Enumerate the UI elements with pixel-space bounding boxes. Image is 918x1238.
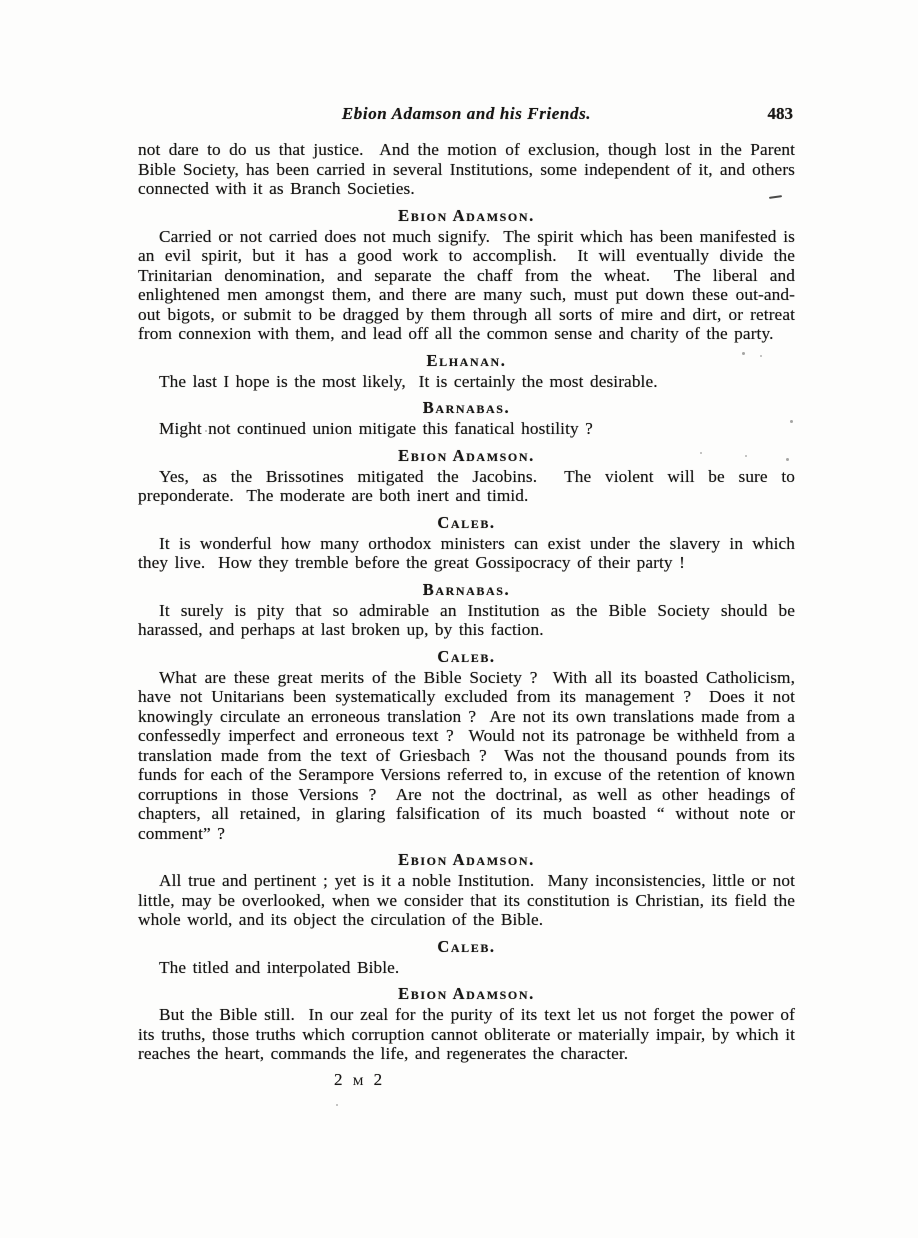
speaker-heading: Caleb. xyxy=(437,646,496,666)
speaker-heading: Elhanan. xyxy=(426,350,507,370)
dialogue-paragraph: The last I hope is the most likely, It is certainly the most desirable. xyxy=(159,371,658,391)
speaker-heading: Barnabas. xyxy=(422,398,511,417)
speaker-heading: Ebion Adamson. xyxy=(398,205,535,225)
text-column xyxy=(138,104,802,1090)
speaker-heading: Caleb. xyxy=(437,512,496,532)
dialogue-paragraph: Might not continued union mitigate this fanatical hostility ? xyxy=(159,419,593,438)
dialogue-section xyxy=(138,512,802,573)
speaker-heading: Ebion Adamson. xyxy=(398,850,535,869)
speaker-heading: Barnabas. xyxy=(422,579,511,599)
dialogue-section xyxy=(138,646,802,844)
signature-mark: 2 m 2 xyxy=(334,1069,386,1089)
dialogue-paragraph: It is wonderful how many orthodox ministers can exist under the slavery in which they live. How they tremble before the great Gossipocracy of their party ! xyxy=(138,533,802,572)
dialogue-section xyxy=(138,445,802,506)
dialogue-section xyxy=(138,398,795,439)
dialogue-section xyxy=(138,351,795,392)
dialogue-paragraph: What are these great merits of the Bible Society ? With all its boasted Catholicism, have not Unitarians been systematically excluded from its management ? Does it not knowingly circulate an erroneous translation ? Are not its own translations made from a confessedly imperfect and erroneous text ? Would not its patronage be withheld from a translation made from the text of Griesbach ? Was not the thousand pounds from its funds for each of the Serampore Versions referred to, in excuse of the retention of known corruptions in those Versions ? Are not the doctrinal, as well as other headings of chapters, all retained, in glaring falsification of its much boasted “ without note or comment” ? xyxy=(138,667,802,843)
dialogue-section xyxy=(138,579,802,640)
running-header xyxy=(138,104,795,128)
dialogue-paragraph: Yes, as the Brissotines mitigated the Jacobins. The violent will be sure to preponderate. The moderate are both inert and timid. xyxy=(138,466,802,505)
scan-artifact xyxy=(336,1104,338,1106)
dialogue-paragraph: The titled and interpolated Bible. xyxy=(159,957,400,977)
speaker-heading: Caleb. xyxy=(437,936,496,956)
dialogue-paragraph: But the Bible still. In our zeal for the purity of its text let us not forget the power of its truths, those truths which corruption cannot obliterate or materially impair, by which it reaches the heart, commands the life, and regenerates the character. xyxy=(138,1005,802,1063)
page-number: 483 xyxy=(767,104,793,123)
paragraph-continuation: not dare to do us that justice. And the motion of exclusion, though lost in the Parent Bible Society, has been carried in several Institutions, some independent of it, and others connected with it as Branch Societies. xyxy=(138,140,802,198)
dialogue-section xyxy=(138,205,802,344)
dialogue-section xyxy=(138,850,802,930)
speaker-heading: Ebion Adamson. xyxy=(398,445,535,465)
dialogue-section xyxy=(138,984,802,1064)
dialogue-paragraph: All true and pertinent ; yet is it a noble Institution. Many inconsistencies, little or not little, may be overlooked, when we consider that its constitution is Christian, its field the whole world, and its object the circulation of the Bible. xyxy=(138,871,802,929)
dialogue-paragraph: Carried or not carried does not much signify. The spirit which has been manifested is an evil spirit, but it has a good work to accomplish. It will eventually divide the Trinitarian denomination, and separate the chaff from the wheat. The liberal and enlightened men amongst them, and there are many such, must put down these out-and-out bigots, or submit to be dragged by them through all sorts of mire and dirt, or retreat from connexion with them, and lead off all the common sense and charity of the party. xyxy=(138,226,802,343)
dialogue-section xyxy=(138,937,795,978)
speaker-heading: Ebion Adamson. xyxy=(398,984,535,1003)
running-header-title: Ebion Adamson and his Friends. xyxy=(341,104,592,123)
dialogue-paragraph: It surely is pity that so admirable an Institution as the Bible Society should be harassed, and perhaps at last broken up, by this faction. xyxy=(138,600,802,639)
